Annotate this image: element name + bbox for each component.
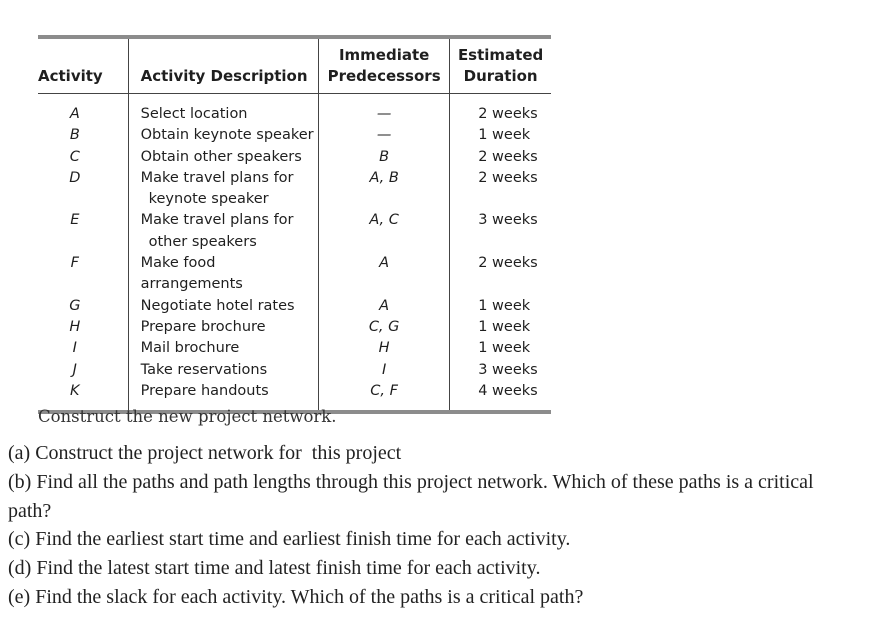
table-row (38, 317, 551, 338)
table-row (38, 125, 551, 146)
cell-description (128, 125, 318, 146)
cell-description (128, 317, 318, 338)
question-list (8, 439, 868, 612)
cell-activity: I (72, 340, 77, 357)
question-a: (a) Construct the project network for this project (8, 442, 402, 464)
header-predecessors-line1: Immediate (338, 46, 430, 64)
description-line: keynote speaker (148, 191, 269, 208)
cell-description (128, 253, 318, 296)
cell-duration: 4 weeks (450, 381, 551, 410)
cell-predecessors: H (319, 338, 450, 359)
cell-description (128, 147, 318, 168)
cell-duration: 1 week (450, 125, 551, 146)
table-body (38, 94, 551, 411)
cell-predecessors: I (319, 360, 450, 381)
question-c: (c) Find the earliest start time and earliest finish time for each activity. (8, 528, 571, 551)
description-line: other speakers (148, 233, 257, 250)
cell-predecessors: A, B (319, 168, 450, 211)
cell-activity: G (69, 297, 81, 314)
description-line: Mail brochure (140, 340, 240, 357)
cell-predecessors: A (319, 253, 450, 296)
cell-predecessors: — (319, 94, 450, 126)
table-row (38, 338, 551, 359)
cell-activity: E (70, 212, 80, 229)
description-line: Negotiate hotel rates (140, 297, 295, 314)
table-header-row (38, 39, 551, 94)
header-duration-line1: Estimated (457, 46, 544, 64)
cell-description (128, 381, 318, 410)
cell-duration: 1 week (450, 338, 551, 359)
cell-activity: C (69, 148, 80, 165)
cell-description (128, 210, 318, 253)
header-predecessors (319, 39, 450, 94)
cell-description (128, 296, 318, 317)
description-line: Obtain keynote speaker (140, 127, 314, 144)
cell-duration: 3 weeks (450, 210, 551, 253)
table-row (38, 381, 551, 410)
cell-duration: 2 weeks (450, 168, 551, 211)
description-line: Prepare brochure (140, 318, 266, 335)
cell-predecessors: B (319, 147, 450, 168)
cell-description (128, 168, 318, 211)
header-description: Activity Description (128, 39, 318, 94)
table-caption: Construct the new project network. (38, 407, 337, 426)
table-row (38, 94, 551, 126)
table-row (38, 168, 551, 211)
cell-activity: A (69, 106, 80, 122)
cell-description (128, 94, 318, 126)
cell-predecessors: A, C (319, 210, 450, 253)
cell-activity: H (69, 318, 81, 335)
cell-duration: 2 weeks (450, 253, 551, 296)
description-line: Select location (140, 106, 248, 122)
header-duration (450, 39, 551, 94)
cell-predecessors: C, F (319, 381, 450, 410)
description-line: Make food arrangements (140, 255, 243, 293)
cell-duration: 1 week (450, 317, 551, 338)
cell-predecessors: C, G (319, 317, 450, 338)
cell-description (128, 338, 318, 359)
table-row (38, 296, 551, 317)
cell-activity: D (69, 169, 81, 186)
cell-activity: K (70, 382, 80, 399)
question-d: (d) Find the latest start time and latest finish time for each activity. (8, 557, 541, 580)
cell-predecessors: A (319, 296, 450, 317)
description-line: Prepare handouts (140, 382, 269, 399)
activity-table-container (38, 35, 551, 414)
table-row (38, 147, 551, 168)
activity-table (38, 39, 551, 410)
table-row (38, 210, 551, 253)
cell-description (128, 360, 318, 381)
cell-activity: F (70, 255, 79, 272)
cell-activity: B (69, 127, 80, 144)
cell-predecessors: — (319, 125, 450, 146)
header-activity: Activity (38, 39, 128, 94)
header-duration-line2: Duration (463, 67, 538, 85)
question-b: (b) Find all the paths and path lengths through this project network. Which of these paths is a critical path? (8, 470, 834, 522)
header-predecessors-line2: Predecessors (327, 67, 441, 85)
description-line: Take reservations (140, 361, 268, 378)
cell-activity: J (72, 361, 77, 378)
description-line: Obtain other speakers (140, 148, 302, 165)
description-line: Make travel plans for (140, 169, 294, 186)
question-e: (e) Find the slack for each activity. Which of the paths is a critical path? (8, 585, 584, 608)
cell-duration: 2 weeks (450, 94, 551, 126)
table-row (38, 360, 551, 381)
cell-duration: 3 weeks (450, 360, 551, 381)
description-line: Make travel plans for (140, 212, 294, 229)
cell-duration: 1 week (450, 296, 551, 317)
table-row (38, 253, 551, 296)
cell-duration: 2 weeks (450, 147, 551, 168)
